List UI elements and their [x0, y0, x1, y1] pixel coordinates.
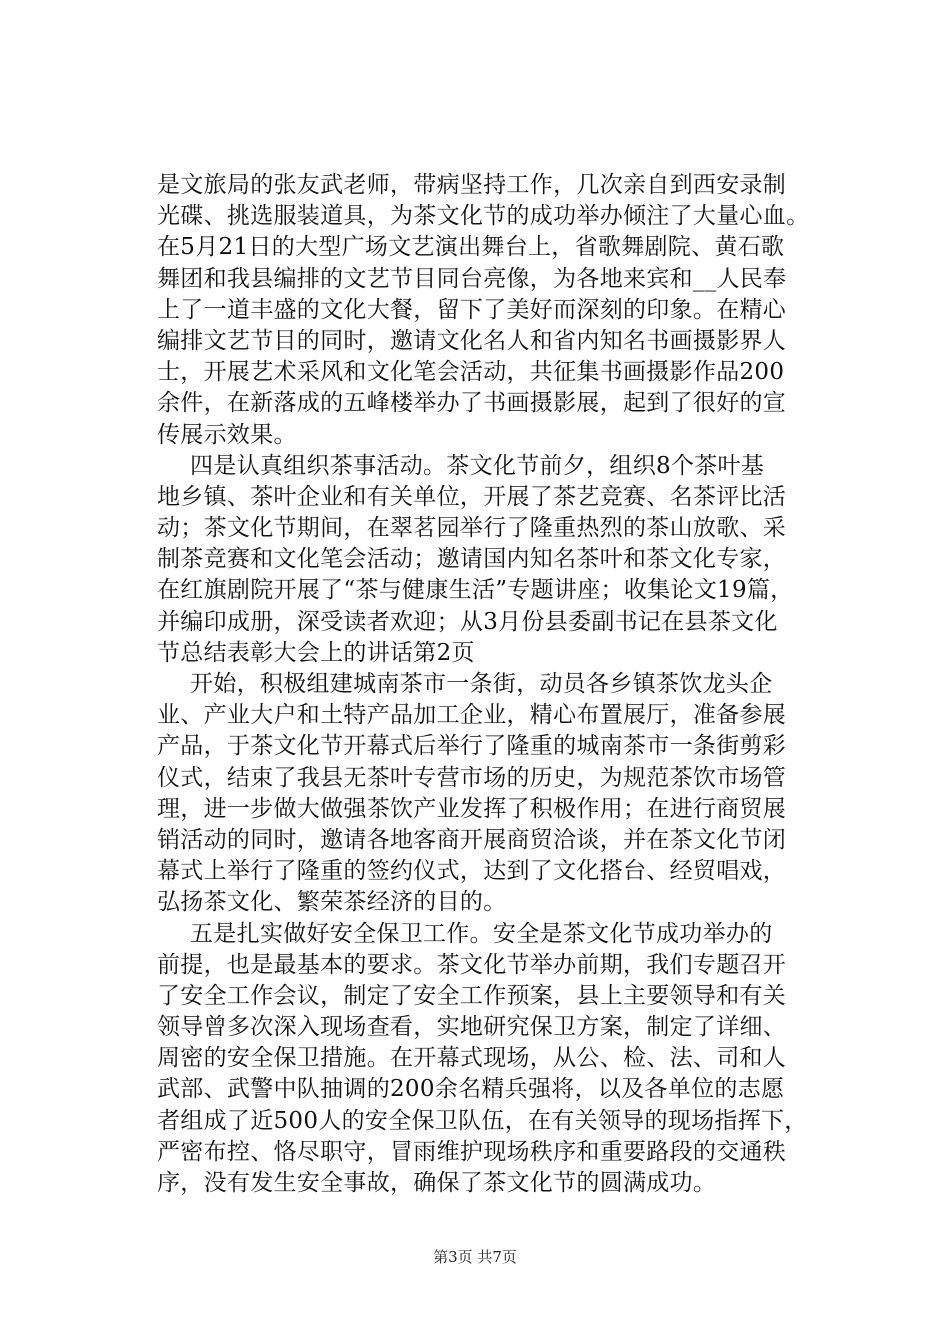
text-line: 理，进一步做大做强茶饮产业发挥了积极作用；在进行商贸展 [157, 795, 787, 822]
text-line: 开始，积极组建城南茶市一条街，动员各乡镇茶饮龙头企 [190, 671, 773, 697]
text-line: 动；茶文化节期间，在翠茗园举行了隆重热烈的茶山放歌、采 [157, 515, 787, 542]
text-line: 幕式上举行了隆重的签约仪式，达到了文化搭台、经贸唱戏， [157, 858, 787, 885]
text-line: 产品，于茶文化节开幕式后举行了隆重的城南茶市一条街剪彩 [157, 733, 787, 760]
text-line: 领导曾多次深入现场查看，实地研究保卫方案，制定了详细、 [157, 1014, 787, 1041]
document-body [157, 170, 810, 1199]
text-line: 制茶竞赛和文化笔会活动；邀请国内知名茶叶和茶文化专家， [157, 546, 787, 573]
text-line: 传展示效果。 [157, 421, 297, 448]
page-number: 第3页 共7页 [433, 1248, 517, 1266]
text-line: 五是扎实做好安全保卫工作。安全是茶文化节成功举办的 [190, 920, 773, 947]
text-line: 舞团和我县编排的文艺节目同台亮像，为各地来宾和__人民奉 [157, 265, 787, 292]
text-line: 并编印成册，深受读者欢迎；从3月份县委副书记在县茶文化 [157, 608, 778, 635]
text-line: 了安全工作会议，制定了安全工作预案，县上主要领导和有关 [157, 982, 787, 1009]
text-line: 在红旗剧院开展了“茶与健康生活”专题讲座；收集论文19篇， [157, 577, 794, 604]
paragraph-tea-market [157, 669, 807, 919]
text-line: 节总结表彰大会上的讲话第2页 [157, 639, 475, 666]
text-line: 业、产业大户和土特产品加工企业，精心布置展厅，准备参展 [157, 702, 787, 729]
page-footer [0, 1247, 950, 1267]
text-line: 武部、武警中队抽调的200余名精兵强将，以及各单位的志愿 [157, 1076, 785, 1103]
text-line: 是文旅局的张友武老师，带病坚持工作，几次亲自到西安录制 [157, 172, 787, 198]
paragraph-security [157, 919, 807, 1200]
text-line: 销活动的同时，邀请各地客商开展商贸洽谈，并在茶文化节闭 [157, 826, 787, 853]
text-line: 四是认真组织茶事活动。茶文化节前夕，组织8个茶叶基 [190, 452, 765, 479]
text-line: 编排文艺节目的同时，邀请文化名人和省内知名书画摄影界人 [157, 327, 787, 354]
text-line: 士，开展艺术采风和文化笔会活动，共征集书画摄影作品200 [157, 359, 785, 386]
text-line: 前提，也是最基本的要求。茶文化节举办前期，我们专题召开 [157, 951, 787, 978]
paragraph-tea-activities [157, 451, 807, 669]
text-line: 光碟、挑选服装道具，为茶文化节的成功举办倾注了大量心血。 [157, 203, 810, 230]
text-line: 者组成了近500人的安全保卫队伍，在有关领导的现场指挥下， [157, 1107, 808, 1134]
text-line: 弘扬茶文化、繁荣茶经济的目的。 [157, 889, 507, 916]
text-line: 上了一道丰盛的文化大餐，留下了美好而深刻的印象。在精心 [157, 296, 787, 323]
text-line: 地乡镇、茶叶企业和有关单位，开展了茶艺竞赛、名茶评比活 [157, 483, 787, 510]
text-line: 在5月21日的大型广场文艺演出舞台上，省歌舞剧院、黄石歌 [157, 234, 785, 261]
paragraph-continuation [157, 170, 810, 451]
text-line: 余件，在新落成的五峰楼举办了书画摄影展，起到了很好的宣 [157, 390, 787, 417]
text-line: 严密布控、恪尽职守，冒雨维护现场秩序和重要路段的交通秩 [157, 1138, 787, 1165]
text-line: 周密的安全保卫措施。在开幕式现场，从公、检、法、司和人 [157, 1045, 787, 1072]
text-line: 仪式，结束了我县无茶叶专营市场的历史，为规范茶饮市场管 [157, 764, 787, 791]
text-line: 序，没有发生安全事故，确保了茶文化节的圆满成功。 [157, 1170, 717, 1196]
